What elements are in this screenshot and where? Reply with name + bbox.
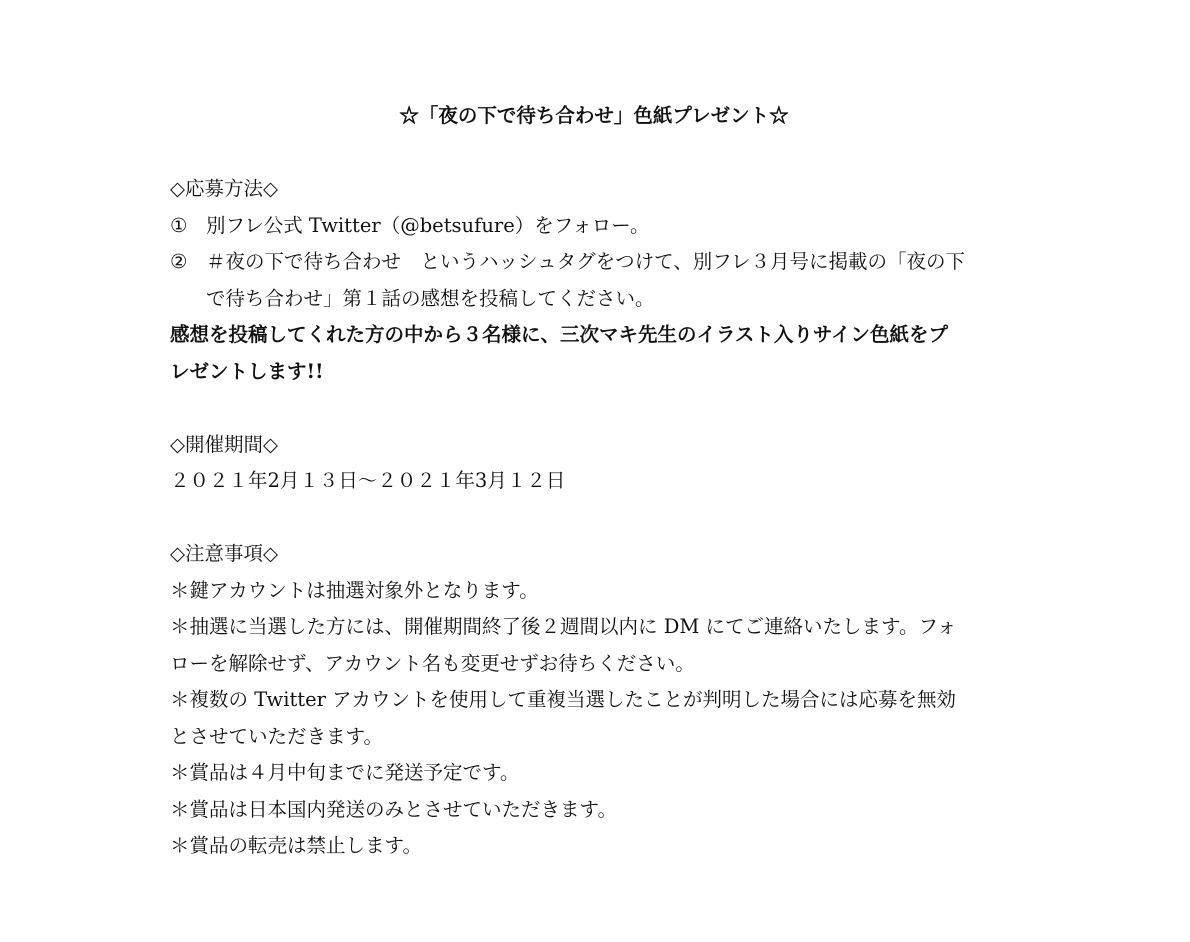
spacer [170, 135, 1030, 172]
note-line: ＊賞品は日本国内発送のみとさせていただきます。 [170, 797, 617, 821]
note-line: とさせていただきます。 [170, 724, 383, 748]
step-number: ② [170, 250, 188, 273]
note-line: ＊抽選に当選した方には、開催期間終了後２週間以内に DM にてご連絡いたします。フォ [170, 615, 957, 638]
application-step [170, 244, 1030, 281]
note-line: ＊賞品の転売は禁止します。 [170, 834, 422, 857]
spacer [170, 390, 1030, 427]
spacer [170, 500, 1030, 537]
notes-heading: ◇注意事項◇ [170, 542, 278, 565]
period-dates: ２０２１年2月１３日〜２０２１年3月１２日 [170, 469, 566, 492]
note-line: ＊複数の Twitter アカウントを使用して重複当選したことが判明した場合には応募を無効 [170, 688, 956, 711]
note-line: ローを解除せず、アカウント名も変更せずお待ちください。 [170, 651, 695, 675]
document-body [170, 98, 1030, 865]
period-heading: ◇開催期間◇ [170, 432, 278, 456]
step-text-continued: で待ち合わせ」第１話の感想を投稿してください。 [206, 286, 655, 310]
prize-text: 感想を投稿してくれた方の中から３名様に、三次マキ先生のイラスト入りサイン色紙をプ [170, 323, 949, 346]
step-number: ① [170, 213, 188, 237]
note-line: ＊賞品は４月中旬までに発送予定です。 [170, 761, 520, 784]
page-title: ☆「夜の下で待ち合わせ」色紙プレゼント☆ [399, 104, 789, 127]
application-heading: ◇応募方法◇ [170, 177, 278, 200]
note-line: ＊鍵アカウントは抽選対象外となります。 [170, 578, 539, 602]
application-step [170, 208, 1030, 245]
step-text: ＃夜の下で待ち合わせ というハッシュタグをつけて、別フレ３月号に掲載の「夜の下 [206, 250, 965, 273]
step-text: 別フレ公式 Twitter（@betsufure）をフォロー。 [206, 213, 650, 237]
prize-text-continued: レゼントします!! [170, 359, 324, 383]
